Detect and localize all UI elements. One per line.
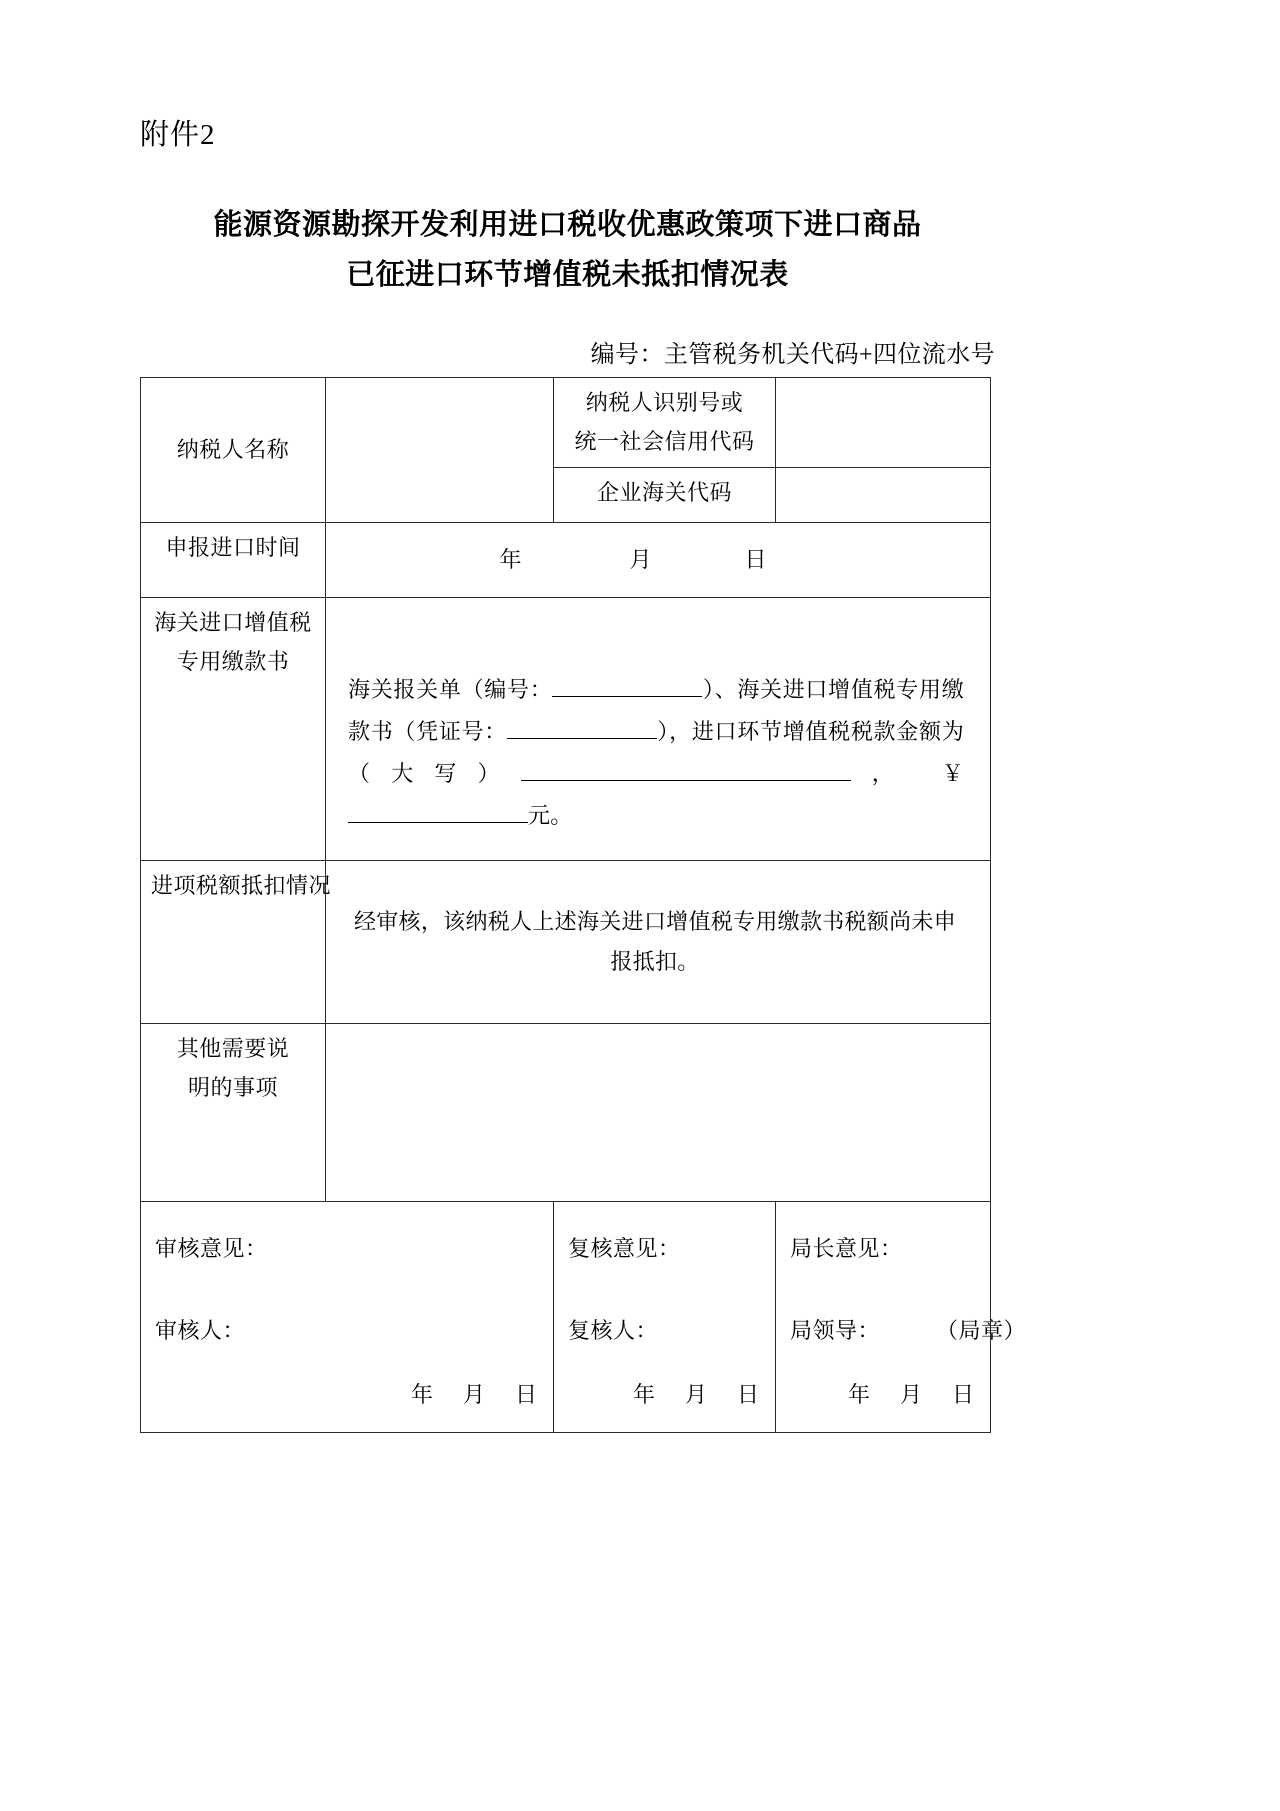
audit-opinion-cell[interactable]: [141, 1202, 554, 1433]
customs-cert-content-cell[interactable]: [326, 598, 991, 861]
serial-number-note: 编号：主管税务机关代码+四位流水号: [590, 342, 995, 368]
other-notes-label-line-1: 其他需要说: [176, 1036, 290, 1061]
input-deduction-statement-cell: [326, 861, 991, 1024]
declare-day-unit: 日: [744, 546, 768, 572]
taxpayer-name-value: [326, 398, 553, 502]
customs-code-value: [776, 489, 990, 501]
input-deduction-label-cell: [141, 861, 332, 1024]
declare-time-input-cell[interactable]: [326, 523, 991, 598]
review-opinion-cell[interactable]: [554, 1202, 776, 1433]
table-row-declare-time: [141, 523, 991, 598]
declare-year-unit: 年: [499, 546, 523, 572]
review-date-month-unit: 月: [685, 1381, 709, 1407]
customs-code-input[interactable]: [776, 468, 991, 523]
customs-cert-paragraph: [326, 611, 990, 847]
audit-date-row: [411, 1376, 539, 1415]
page-title: [140, 200, 995, 300]
table-row-customs-certificate: [141, 598, 991, 861]
official-seal-label: （局章）: [936, 1318, 1027, 1343]
director-date-day-unit: 日: [952, 1381, 976, 1407]
taxpayer-id-label-cell: [554, 378, 776, 468]
declare-time-label-cell: [141, 523, 326, 598]
declare-date-row: [326, 541, 990, 580]
paragraph-segment-2: ）、海关进口增值税专用缴款书（凭证号：: [348, 677, 965, 744]
other-notes-label-line-2: 明的事项: [187, 1074, 278, 1100]
other-notes-value: [326, 1107, 990, 1119]
review-date-year-unit: 年: [633, 1381, 657, 1407]
input-deduction-label-line-1: 进项税额抵扣情况: [151, 873, 332, 898]
input-deduction-statement: 经审核，该纳税人上述海关进口增值税专用缴款书税额尚未申报抵扣。: [353, 909, 957, 974]
customs-cert-label-cell: [141, 598, 326, 861]
review-date-day-unit: 日: [737, 1381, 761, 1407]
reviewer-label: 复核人：: [568, 1318, 659, 1343]
table-row-other-notes: [141, 1024, 991, 1202]
director-opinion-cell[interactable]: [776, 1202, 1027, 1433]
director-date-row: [848, 1376, 976, 1415]
table-row-input-deduction: [141, 861, 991, 1024]
customs-cert-label-line-2: 专用缴款书: [176, 648, 290, 674]
other-notes-label: [141, 1024, 325, 1201]
taxpayer-name-label: 纳税人名称: [176, 436, 290, 462]
certificate-number-blank[interactable]: [507, 738, 657, 739]
audit-opinion-inner: [141, 1202, 553, 1432]
director-opinion-inner: [776, 1202, 1027, 1432]
taxpayer-id-input[interactable]: [776, 378, 991, 468]
other-notes-input[interactable]: [326, 1024, 991, 1202]
taxpayer-id-value: [776, 417, 990, 429]
audit-date-day-unit: 日: [515, 1381, 539, 1407]
review-opinion-label: 复核意见：: [568, 1236, 681, 1261]
currency-symbol: ￥: [941, 761, 964, 786]
page-title-line-1: 能源资源勘探开发利用进口税收优惠政策项下进口商品: [213, 209, 922, 241]
customs-code-label: 企业海关代码: [596, 480, 732, 505]
customs-cert-label-line-1: 海关进口增值税: [154, 610, 312, 635]
amount-in-words-blank[interactable]: [521, 780, 851, 781]
attachment-label: 附件2: [140, 119, 216, 151]
auditor-label: 审核人：: [155, 1318, 246, 1343]
table-row-taxpayer-name: [141, 378, 991, 468]
amount-in-figures-blank[interactable]: [348, 822, 528, 823]
audit-date-year-unit: 年: [411, 1381, 435, 1407]
input-deduction-label: [141, 861, 332, 1023]
taxpayer-name-label-cell: [141, 378, 326, 523]
director-label: 局领导：: [790, 1318, 881, 1343]
taxpayer-name-input[interactable]: [326, 378, 554, 523]
audit-opinion-label: 审核意见：: [155, 1236, 268, 1261]
taxpayer-id-label-line-1: 纳税人识别号或: [585, 390, 744, 415]
director-opinion-label: 局长意见：: [790, 1236, 903, 1261]
director-date-year-unit: 年: [848, 1381, 872, 1407]
other-notes-label-cell: [141, 1024, 326, 1202]
paragraph-segment-3: ），进口环节增值税税款金额为（大写）: [348, 719, 964, 786]
paragraph-segment-5: 元。: [528, 803, 573, 828]
review-opinion-inner: [554, 1202, 775, 1432]
paragraph-segment-1: 海关报关单（编号：: [348, 677, 553, 702]
declare-month-unit: 月: [629, 546, 653, 572]
taxpayer-id-label-line-2: 统一社会信用代码: [574, 428, 755, 454]
tax-form-table: [140, 377, 1027, 1433]
taxpayer-id-label: [554, 378, 775, 467]
declare-time-label: 申报进口时间: [165, 535, 301, 560]
paragraph-segment-4: ，: [850, 761, 915, 786]
declaration-number-blank[interactable]: [552, 696, 702, 697]
customs-cert-label: [141, 598, 325, 860]
customs-code-label-cell: [554, 468, 776, 523]
director-date-month-unit: 月: [900, 1381, 924, 1407]
audit-date-month-unit: 月: [463, 1381, 487, 1407]
table-row-opinions: [141, 1202, 991, 1433]
review-date-row: [633, 1376, 761, 1415]
page-title-line-2: 已征进口环节增值税未抵扣情况表: [346, 259, 789, 291]
